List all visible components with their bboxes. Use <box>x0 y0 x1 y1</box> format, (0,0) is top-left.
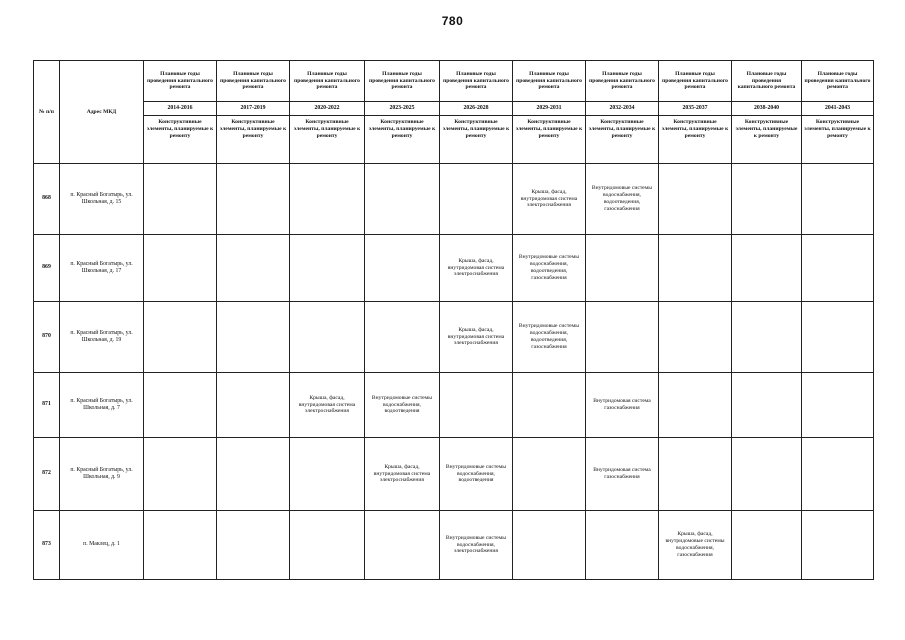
period-elements: Конструктивные элементы, планируемые к ремонту <box>290 116 365 164</box>
row-address: п. Красный Богатырь, ул. Школьная, д. 15 <box>60 164 144 235</box>
address-header: Адрес МКД <box>60 61 144 164</box>
period-years: 2026-2028 <box>440 102 513 116</box>
row-number: 868 <box>34 164 60 235</box>
row-address: п. Красный Богатырь, ул. Школьная, д. 9 <box>60 438 144 511</box>
work-cell <box>365 302 440 373</box>
work-cell <box>659 373 732 438</box>
work-cell <box>217 438 290 511</box>
work-cell: Внутридомовые системы водоснабжения, водоотведения, газоснабжения <box>513 235 586 302</box>
work-cell <box>290 302 365 373</box>
work-cell <box>659 164 732 235</box>
period-title: Плановые годы проведения капитального ремонта <box>290 61 365 102</box>
work-cell <box>802 164 874 235</box>
work-cell: Крыша, фасад, внутридомовая система электроснабжения <box>513 164 586 235</box>
period-elements: Конструктивные элементы, планируемые к ремонту <box>659 116 732 164</box>
period-years: 2029-2031 <box>513 102 586 116</box>
period-years: 2014-2016 <box>144 102 217 116</box>
row-address: п. Маклец, д. 1 <box>60 511 144 580</box>
work-cell <box>144 438 217 511</box>
period-title: Плановые годы проведения капитального ремонта <box>365 61 440 102</box>
work-cell <box>659 235 732 302</box>
work-cell: Внутридомовые системы водоснабжения, водоотведения, газоснабжения <box>513 302 586 373</box>
work-cell <box>365 511 440 580</box>
work-cell: Внутридомовые системы водоснабжения, водоотведения <box>440 438 513 511</box>
work-cell: Внутридомовая система газоснабжения <box>586 438 659 511</box>
period-title: Плановые годы проведения капитального ремонта <box>217 61 290 102</box>
work-cell <box>802 438 874 511</box>
work-cell <box>513 511 586 580</box>
row-number: 872 <box>34 438 60 511</box>
table-row <box>34 511 874 580</box>
period-elements: Конструктивные элементы, планируемые к ремонту <box>217 116 290 164</box>
work-cell <box>732 235 802 302</box>
work-cell <box>586 511 659 580</box>
work-cell <box>659 438 732 511</box>
work-cell: Крыша, фасад, внутридомовые системы водоснабжения, газоснабжения <box>659 511 732 580</box>
work-cell: Крыша, фасад, внутридомовая система электроснабжения <box>440 235 513 302</box>
table-row <box>34 164 874 235</box>
work-cell <box>144 302 217 373</box>
period-title: Плановые годы проведения капитального ремонта <box>440 61 513 102</box>
work-cell <box>513 373 586 438</box>
header-elements-row <box>34 116 874 164</box>
work-cell <box>732 511 802 580</box>
num-header: № п/п <box>34 61 60 164</box>
work-cell <box>732 164 802 235</box>
work-cell <box>732 438 802 511</box>
capital-repair-table <box>33 60 874 580</box>
work-cell <box>659 302 732 373</box>
period-years: 2035-2037 <box>659 102 732 116</box>
period-title: Плановые годы проведения капитального ремонта <box>659 61 732 102</box>
work-cell <box>732 373 802 438</box>
period-elements: Конструктивные элементы, планируемые к ремонту <box>365 116 440 164</box>
work-cell: Внутридомовые системы водоснабжения, водоотведения, газоснабжения <box>586 164 659 235</box>
period-elements: Конструктивные элементы, планируемые к ремонту <box>802 116 874 164</box>
work-cell <box>365 164 440 235</box>
period-elements: Конструктивные элементы, планируемые к ремонту <box>144 116 217 164</box>
work-cell: Внутридомовые системы водоснабжения, водоотведения <box>365 373 440 438</box>
row-address: п. Красный Богатырь, ул. Школьная, д. 19 <box>60 302 144 373</box>
work-cell <box>732 302 802 373</box>
work-cell <box>144 511 217 580</box>
work-cell <box>217 511 290 580</box>
period-years: 2041-2043 <box>802 102 874 116</box>
header-years-row <box>34 102 874 116</box>
work-cell <box>802 373 874 438</box>
row-number: 871 <box>34 373 60 438</box>
row-number: 869 <box>34 235 60 302</box>
work-cell: Крыша, фасад, внутридомовая система электроснабжения <box>365 438 440 511</box>
period-years: 2020-2022 <box>290 102 365 116</box>
period-elements: Конструктивные элементы, планируемые к ремонту <box>513 116 586 164</box>
period-title: Плановые годы проведения капитального ремонта <box>513 61 586 102</box>
work-cell: Крыша, фасад, внутридомовая система электроснабжения <box>440 302 513 373</box>
work-cell <box>513 438 586 511</box>
period-title: Плановые годы проведения капитального ремонта <box>586 61 659 102</box>
work-cell <box>144 164 217 235</box>
work-cell <box>290 235 365 302</box>
work-cell <box>802 511 874 580</box>
period-elements: Конструктивные элементы, планируемые к ремонту <box>440 116 513 164</box>
work-cell <box>217 235 290 302</box>
period-years: 2038-2040 <box>732 102 802 116</box>
work-cell: Внутридомовая система газоснабжения <box>586 373 659 438</box>
work-cell <box>440 164 513 235</box>
table-row <box>34 235 874 302</box>
period-years: 2023-2025 <box>365 102 440 116</box>
work-cell: Внутридомовые системы водоснабжения, электроснабжения <box>440 511 513 580</box>
work-cell <box>217 302 290 373</box>
work-cell <box>290 438 365 511</box>
work-cell <box>586 235 659 302</box>
work-cell <box>440 373 513 438</box>
work-cell <box>144 235 217 302</box>
work-cell: Крыша, фасад, внутридомовая система электроснабжения <box>290 373 365 438</box>
period-years: 2032-2034 <box>586 102 659 116</box>
work-cell <box>586 302 659 373</box>
period-title: Плановые годы проведения капитального ремонта <box>732 61 802 102</box>
work-cell <box>290 164 365 235</box>
table-row <box>34 373 874 438</box>
row-address: п. Красный Богатырь, ул. Школьная, д. 17 <box>60 235 144 302</box>
period-years: 2017-2019 <box>217 102 290 116</box>
row-address: п. Красный Богатырь, ул. Школьная, д. 7 <box>60 373 144 438</box>
period-title: Плановые годы проведения капитального ремонта <box>802 61 874 102</box>
work-cell <box>217 164 290 235</box>
work-cell <box>365 235 440 302</box>
page-number: 780 <box>441 14 464 28</box>
period-elements: Конструктивные элементы, планируемые к ремонту <box>732 116 802 164</box>
header-title-row <box>34 61 874 102</box>
table-row <box>34 438 874 511</box>
table-row <box>34 302 874 373</box>
row-number: 873 <box>34 511 60 580</box>
work-cell <box>802 302 874 373</box>
row-number: 870 <box>34 302 60 373</box>
work-cell <box>217 373 290 438</box>
period-elements: Конструктивные элементы, планируемые к ремонту <box>586 116 659 164</box>
work-cell <box>802 235 874 302</box>
work-cell <box>290 511 365 580</box>
period-title: Плановые годы проведения капитального ремонта <box>144 61 217 102</box>
work-cell <box>144 373 217 438</box>
